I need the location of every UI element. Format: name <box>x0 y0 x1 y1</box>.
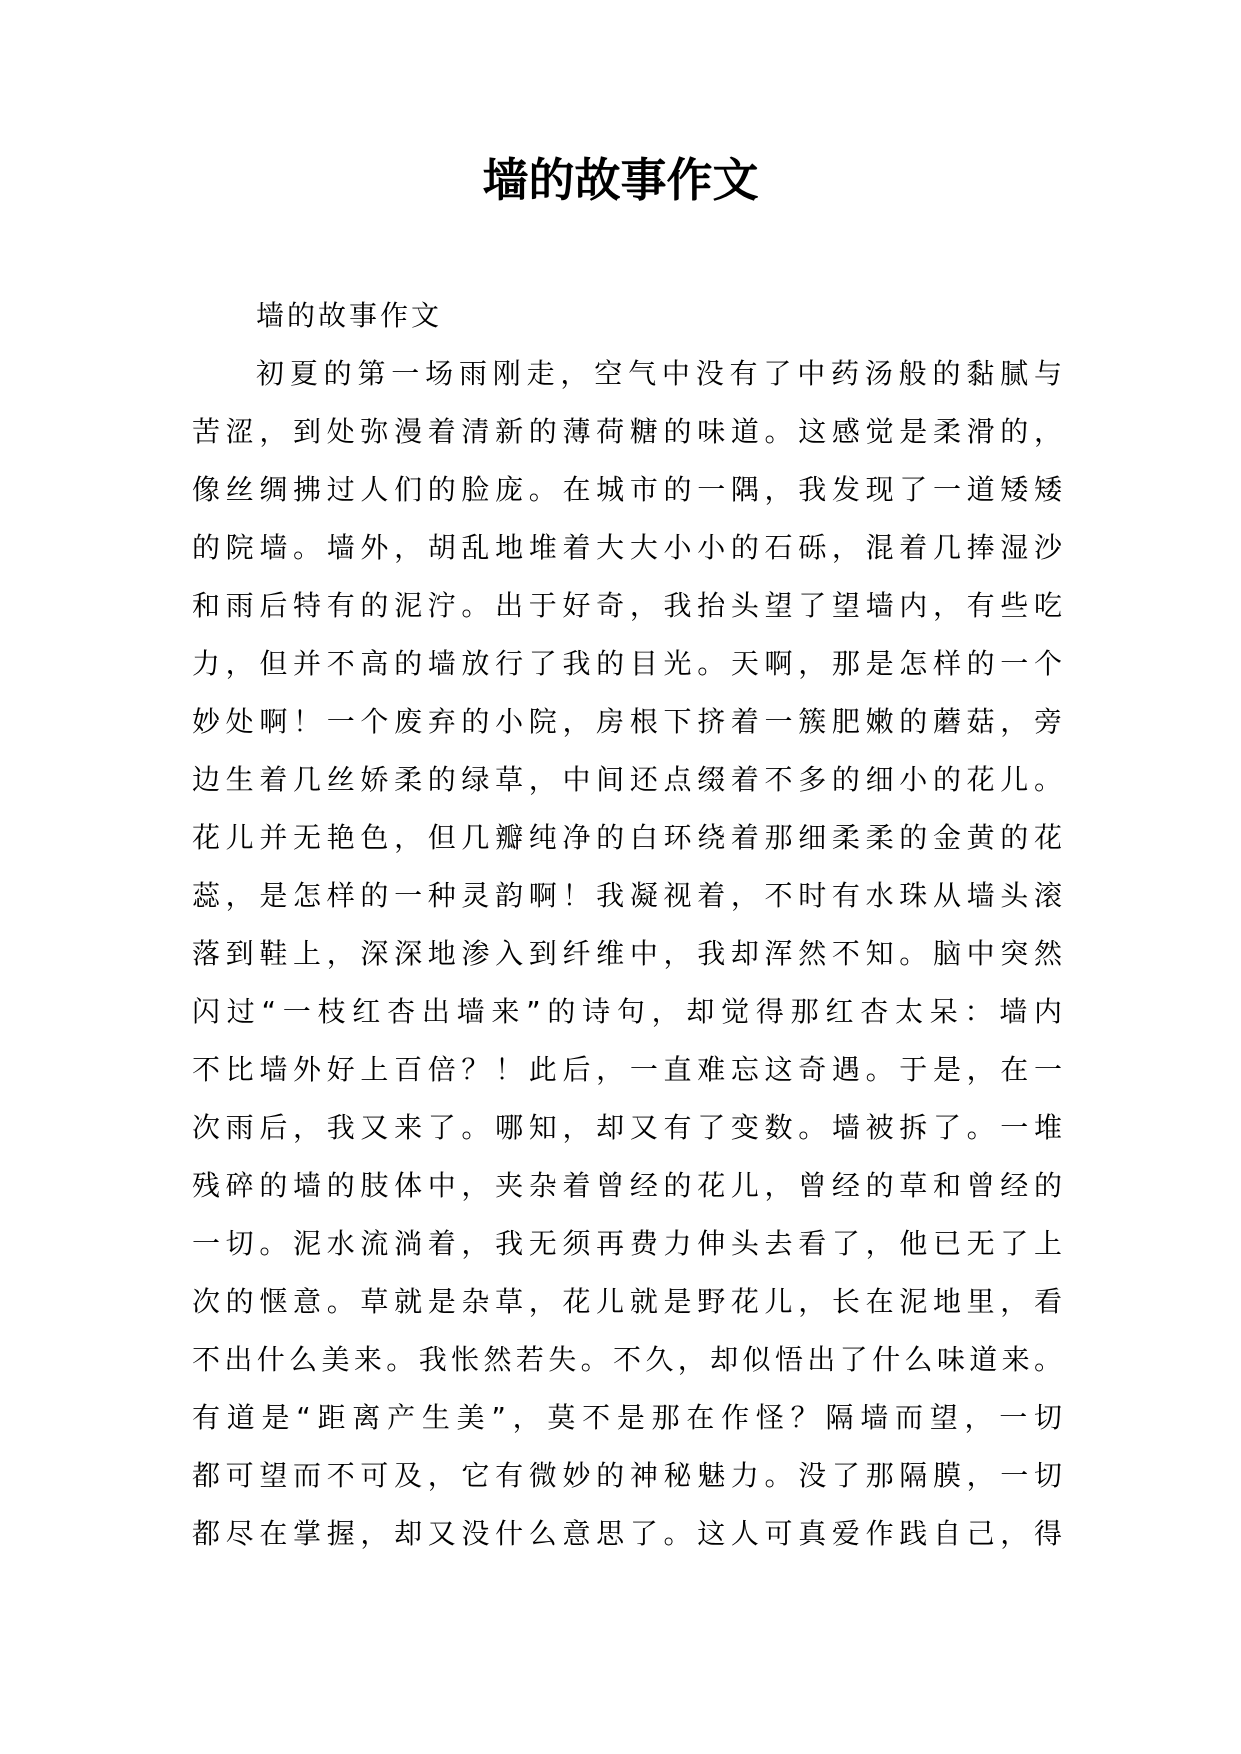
paragraph-line: 不出什么美来。我怅然若失。不久，却似悟出了什么味道来。 <box>192 1343 1062 1376</box>
paragraph-line: 有道是“距离产生美”，莫不是那在作怪？隔墙而望，一切 <box>192 1401 1062 1434</box>
paragraph-line: 闪过“一枝红杏出墙来”的诗句，却觉得那红杏太呆：墙内 <box>192 995 1062 1028</box>
paragraph-line: 次的惬意。草就是杂草，花儿就是野花儿，长在泥地里，看 <box>192 1285 1062 1318</box>
document-body <box>192 287 1062 1563</box>
paragraph-line: 花儿并无艳色，但几瓣纯净的白环绕着那细柔柔的金黄的花 <box>192 821 1062 854</box>
paragraph-line: 落到鞋上，深深地渗入到纤维中，我却浑然不知。脑中突然 <box>192 937 1062 970</box>
paragraph-line: 都尽在掌握，却又没什么意思了。这人可真爱作践自己，得 <box>192 1517 1062 1550</box>
paragraph-line: 苦涩，到处弥漫着清新的薄荷糖的味道。这感觉是柔滑的， <box>192 415 1062 448</box>
paragraph-line: 残碎的墙的肢体中，夹杂着曾经的花儿，曾经的草和曾经的 <box>192 1169 1062 1202</box>
paragraph-line: 和雨后特有的泥泞。出于好奇，我抬头望了望墙内，有些吃 <box>192 589 1062 622</box>
paragraph-line: 初夏的第一场雨刚走，空气中没有了中药汤般的黏腻与 <box>256 357 1062 390</box>
paragraph-line: 妙处啊！一个废弃的小院，房根下挤着一簇肥嫩的蘑菇，旁 <box>192 705 1062 738</box>
paragraph-line: 蕊，是怎样的一种灵韵啊！我凝视着，不时有水珠从墙头滚 <box>192 879 1062 912</box>
paragraph-line: 一切。泥水流淌着，我无须再费力伸头去看了，他已无了上 <box>192 1227 1062 1260</box>
paragraph-line: 边生着几丝娇柔的绿草，中间还点缀着不多的细小的花儿。 <box>192 763 1062 796</box>
paragraph-line: 的院墙。墙外，胡乱地堆着大大小小的石砾，混着几捧湿沙 <box>192 531 1062 564</box>
paragraph-line: 像丝绸拂过人们的脸庞。在城市的一隅，我发现了一道矮矮 <box>192 473 1062 506</box>
paragraph-line: 不比墙外好上百倍？！此后，一直难忘这奇遇。于是，在一 <box>192 1053 1062 1086</box>
document-title: 墙的故事作文 <box>482 153 759 207</box>
paragraph-line: 次雨后，我又来了。哪知，却又有了变数。墙被拆了。一堆 <box>192 1111 1062 1144</box>
subtitle-line: 墙的故事作文 <box>256 299 443 332</box>
paragraph-line: 都可望而不可及，它有微妙的神秘魅力。没了那隔膜，一切 <box>192 1459 1062 1492</box>
paragraph-line: 力，但并不高的墙放行了我的目光。天啊，那是怎样的一个 <box>192 647 1062 680</box>
